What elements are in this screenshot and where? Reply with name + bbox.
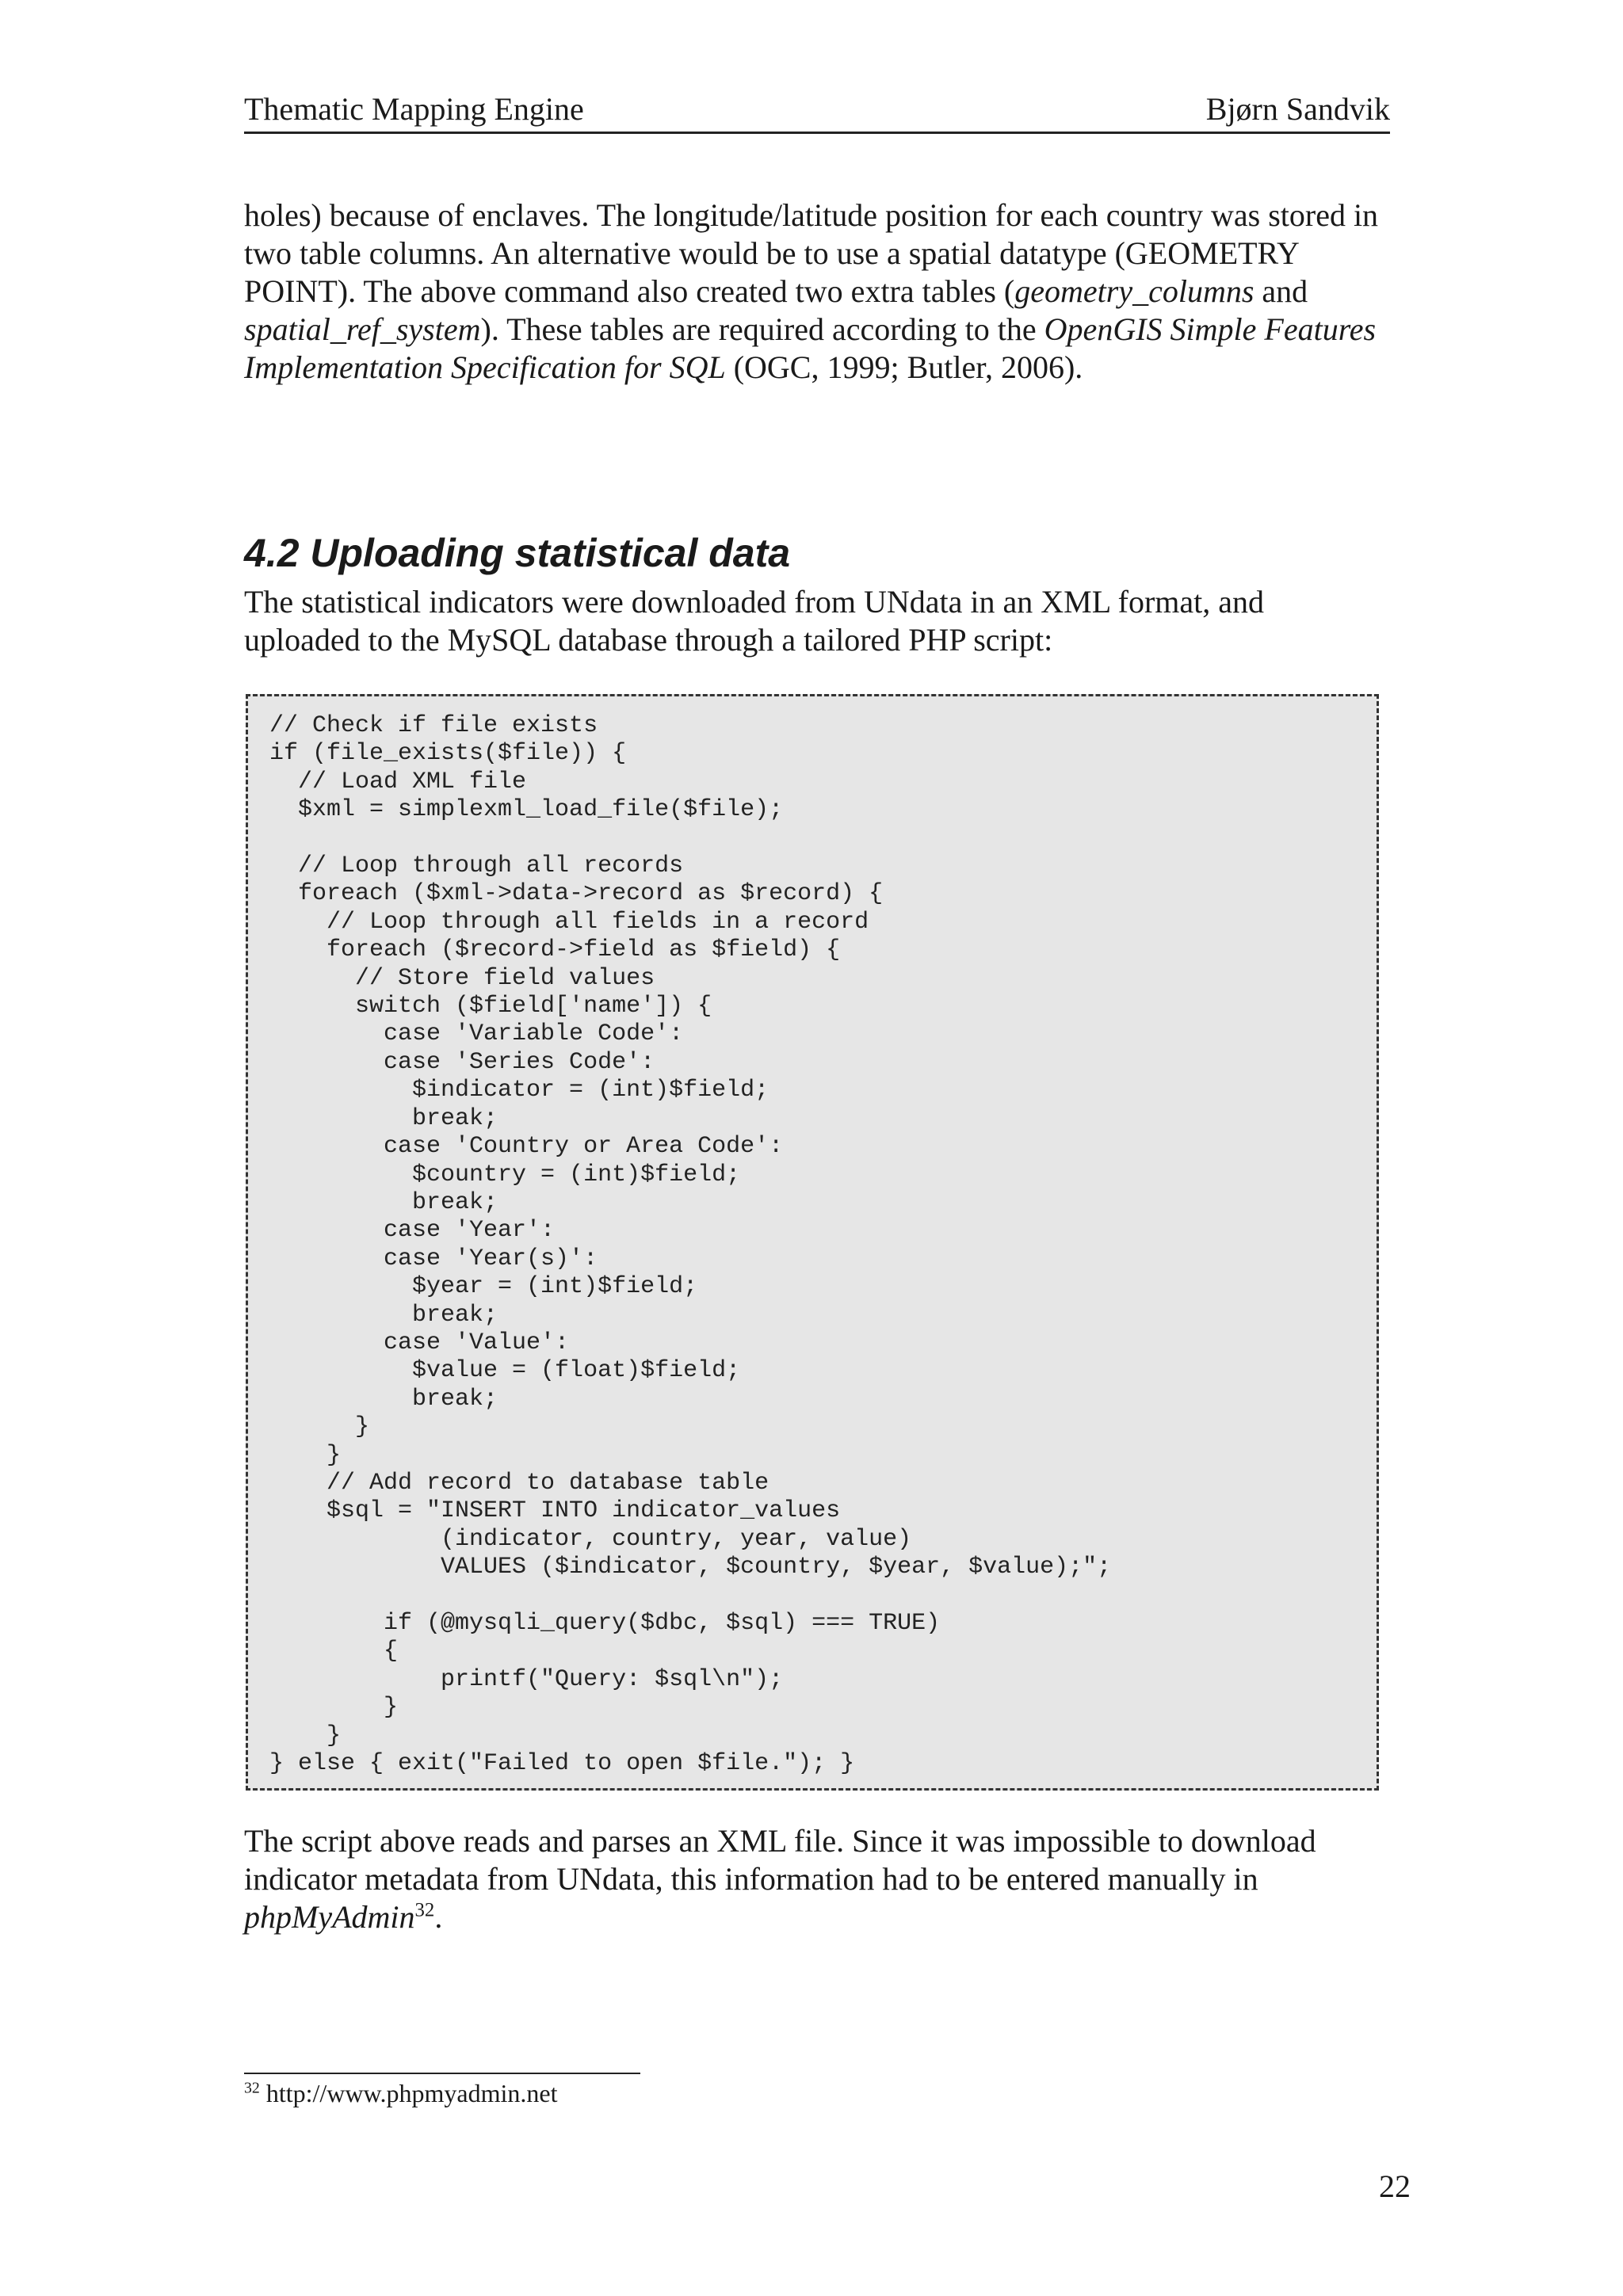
para1-italic-1: geometry_columns bbox=[1014, 273, 1254, 309]
footnote-reference: 32 bbox=[414, 1899, 435, 1921]
para1-text-3: ). These tables are required according to the bbox=[480, 311, 1044, 347]
para3-text-1: The script above reads and parses an XML file. Since it was impossible to download indicator metadata from UNdata, this information had to be entered manually in bbox=[244, 1823, 1316, 1897]
footnote-text: http://www.phpmyadmin.net bbox=[259, 2079, 558, 2107]
para1-text-4: (OGC, 1999; Butler, 2006). bbox=[725, 349, 1083, 385]
para3-text-2: . bbox=[434, 1899, 443, 1935]
para1-text-2: and bbox=[1254, 273, 1308, 309]
footnote bbox=[244, 2077, 558, 2109]
header-author: Bjørn Sandvik bbox=[1205, 91, 1390, 127]
para1-text-1: holes) because of enclaves. The longitude/latitude position for each country was stored in two table columns. An alternative would be to use a spatial datatype (GEOMETRY POINT). The above command also created two extra tables ( bbox=[244, 197, 1379, 309]
page-number: 22 bbox=[1379, 2168, 1411, 2204]
footnote-number: 32 bbox=[244, 2079, 260, 2097]
para1-italic-3: OpenGIS Simple Features Implementation Specification for SQL bbox=[244, 311, 1377, 385]
code-text: // Check if file exists if (file_exists($file)) { // Load XML file $xml = simplexml_load_file($file); // Loop through all records foreach ($xml->data->record as $record) { // Loop through all fields in a record foreach ($record->field as $field) { // Store field values switch ($field['name']) { case 'Variable Code': case 'Series Code': $indicator = (int)$field; break; case 'Country or Area Code': $country = (int)$field; break; case 'Year': case 'Year(s)': $year = (int)$field; break; case 'Value': $value = (float)$field; break; } } // Add record to database table $sql = "INSERT INTO indicator_values (indicator, country, year, value) VALUES ($indicator, $country, $year, $value);"; if (@mysqli_query($dbc, $sql) === TRUE) { printf("Query: $sql\n"); } } } else { exit("Failed to open $file."); } bbox=[269, 712, 1112, 1778]
para3-italic: phpMyAdmin bbox=[244, 1899, 415, 1935]
code-listing bbox=[246, 694, 1379, 1791]
para1-italic-2: spatial_ref_system bbox=[244, 311, 481, 347]
section-paragraph: The statistical indicators were downloaded from UNdata in an XML format, and uploaded to the MySQL database through a tailored PHP script: bbox=[244, 584, 1265, 658]
header-title: Thematic Mapping Engine bbox=[244, 91, 584, 127]
footnote-divider bbox=[244, 2073, 640, 2074]
running-header bbox=[244, 93, 1390, 134]
intro-paragraph bbox=[244, 196, 1385, 387]
closing-paragraph bbox=[244, 1822, 1385, 1936]
section-heading: 4.2 Uploading statistical data bbox=[244, 531, 791, 575]
